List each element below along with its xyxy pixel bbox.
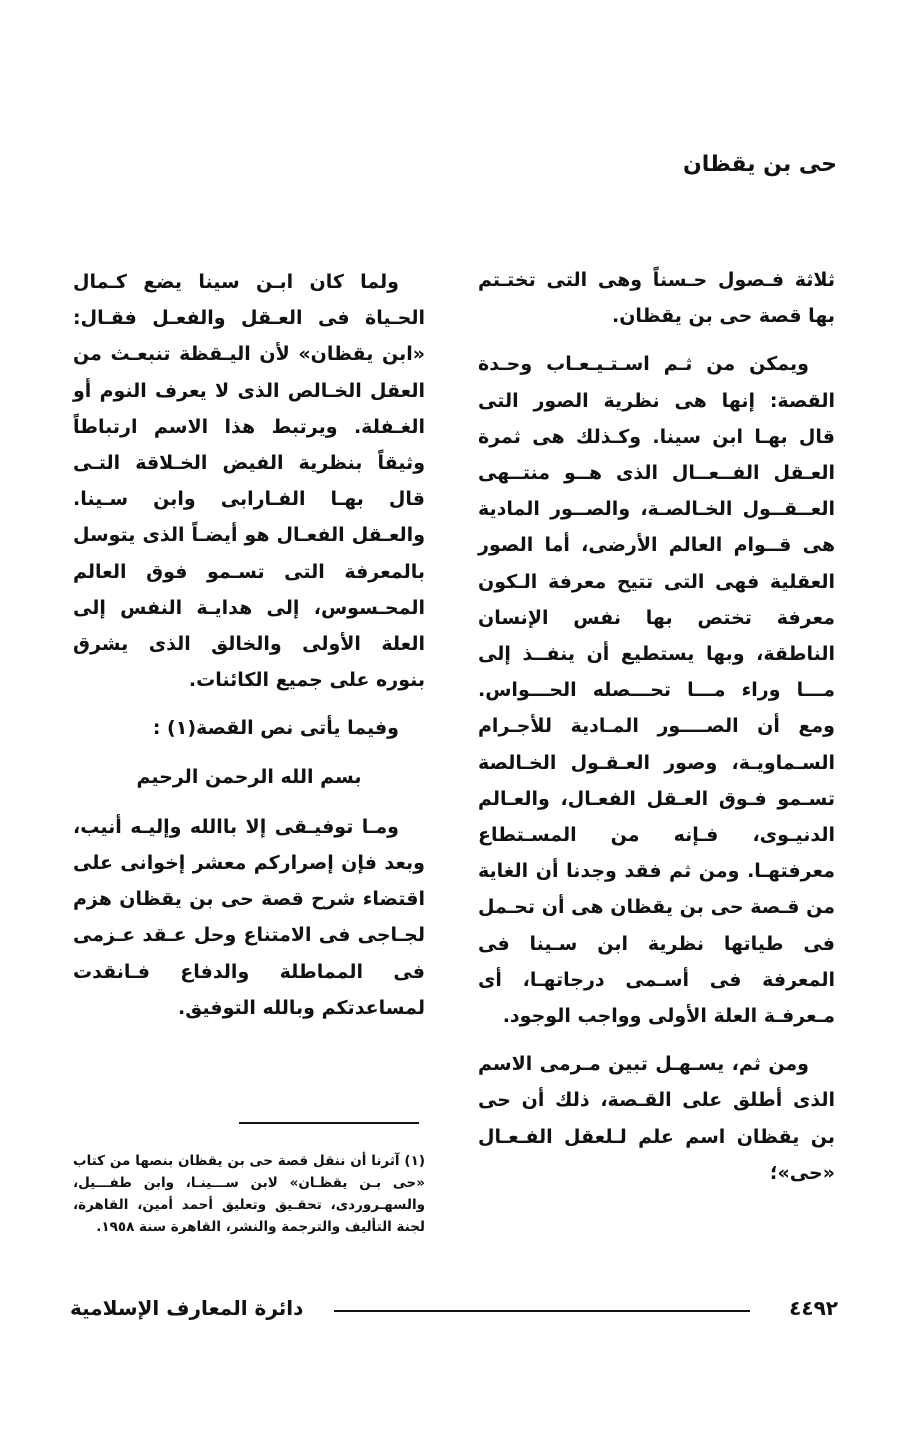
page-footer <box>70 1296 838 1326</box>
right-column <box>478 262 835 1203</box>
footnote: (١) آثرنا أن ننقل قصة حى بن يقظان بنصها من كتاب «حى بـن يقظـان» لابن ســـينـا، وابن طفـــيل، والسهـروردى، تحقـيق وتعليق أحمد أمين، القاهرة، لجنة التأليف والترجمة والنشر، القاهرة سنة ١٩٥٨. <box>73 1153 425 1235</box>
footnote-divider <box>239 1122 419 1124</box>
footer-divider <box>334 1310 750 1312</box>
footer-title: دائرة المعارف الإسلامية <box>70 1296 304 1320</box>
right-paragraph-3: ومن ثم، يسـهـل تبين مـرمى الاسم الذى أطلق على القـصة، ذلك أن حى بن يقظان اسم علم لـلعقل الفـعـال «حى»؛ <box>478 1053 835 1184</box>
left-paragraph-2: وفيما يأتى نص القصة(١) : <box>152 717 399 740</box>
basmala: بسم الله الرحمن الرحيم <box>136 765 362 788</box>
right-paragraph-2: ويمكن من ثـم اسـتـيـعـاب وحـدة القصة: إنها هى نظرية الصور التى قال بهـا ابن سينا. وكـذلك هى ثمرة العـقل الفــعــال الذى هــو منتــهى العــقــول الخـالصـة، والصــور المادية هى قــوام العالم الأرضى، أما الصور العقلية فهى التى تتيح معرفة الـكون معرفة تختص بها نفس الإنسان الناطقة، وبها يستطيع أن ينفــذ إلى مـــا وراء مـــا تحـــصله الحـــواس. ومع أن الصــــور المـادية للأجـرام السـماويـة، وصور العـقـول الخـالصة تسـمو فـوق العـقل الفعـال، والعـالم الدنيـوى، فـإنه من المسـتطاع معرفتهـا. ومن ثم فقد وجدنا أن الغاية من قـصة حى بن يقظان هى أن تحـمل فى طياتها نظرية ابن سـينا فى المعرفة فى أسـمى درجاتهـا، أى مـعرفـة العلة الأولى وواجب الوجود. <box>478 353 835 1028</box>
left-paragraph-3: ومـا توفيـقى إلا باالله وإليـه أنيب، وبعد فإن إصراركم معشر إخوانى على اقتضاء شرح قصة حى بن يقظان هزم لجـاجى فى الامتناع وحل عـقد عـزمى فى المماطلة والدفاع فـانقدت لمساعدتكم وبالله التوفيق. <box>73 815 425 1019</box>
right-paragraph-1: ثلاثة فـصول حـسناً وهى التى تختـتم بها قصة حى بن يقظان. <box>478 269 835 328</box>
left-column <box>73 264 425 1038</box>
left-paragraph-1: ولما كان ابـن سينا يضع كـمال الحـياة فى العـقل والفعـل فقـال: «ابن يقظان» لأن اليـقظة تنبعـث من العقل الخـالص الذى لا يعرف النوم أو الغـفلة. ويرتبط هذا الاسم ارتباطاً وثيقاً بنظرية الفيض الخـلاقة التـى قال بهـا الفـارابى وابن سـينا. والعـقل الفعـال هو أيضـاً الذى يتوسل بالمعرفة التى تسـمو فوق العالم المحـسوس، إلى هدايـة النفس إلى العلة الأولى والخالق الذى يشرق بنوره على جميع الكائنات. <box>73 271 425 692</box>
page-header-title: حى بن يقظان <box>682 152 837 177</box>
page-number: ٤٤٩٢ <box>789 1296 838 1320</box>
